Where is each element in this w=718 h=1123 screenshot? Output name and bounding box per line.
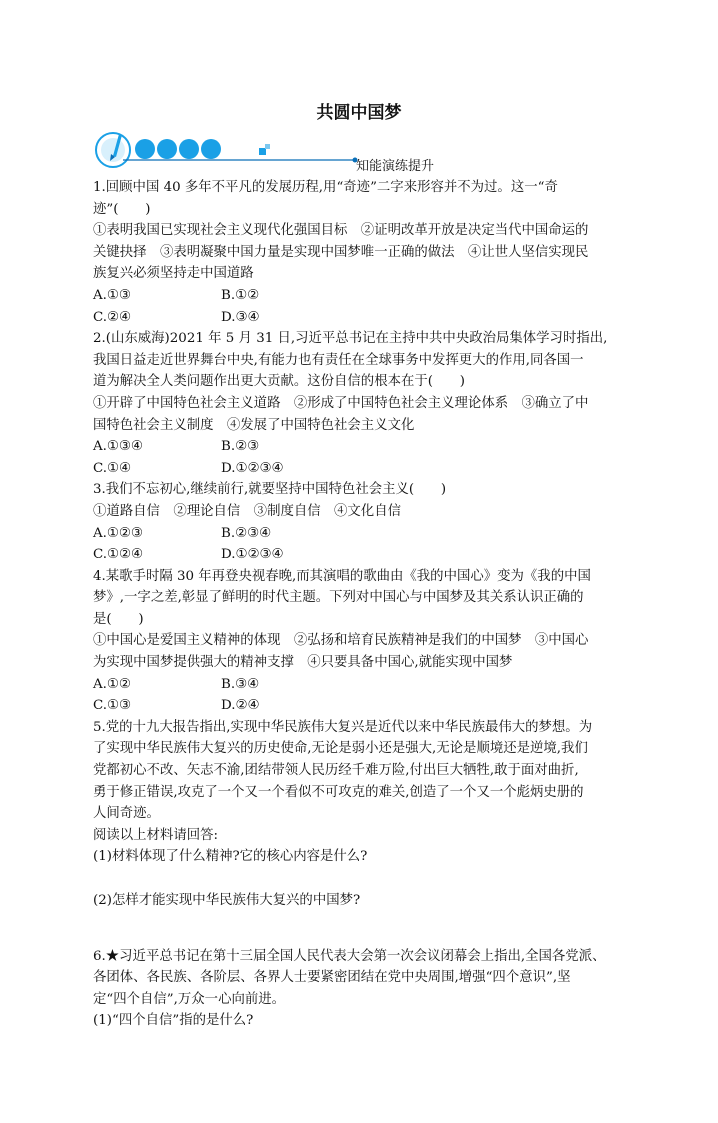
q2-option-b[interactable]: B.②③ [221, 439, 260, 455]
q2-option-c[interactable]: C.①④ [93, 460, 132, 476]
q5-subquestion-1: (1)材料体现了什么精神?它的核心内容是什么? [93, 849, 368, 865]
q4-option-d[interactable]: D.②④ [221, 698, 260, 714]
q4-option-c[interactable]: C.①③ [93, 698, 132, 714]
q4-option-b[interactable]: B.③④ [221, 676, 260, 692]
q2-options-row-1 [93, 436, 633, 458]
q2-stem-line-3: 道为解决全人类问题作出更大贡献。这份自信的根本在于( ) [93, 374, 465, 390]
q6-subquestion-1: (1)“四个自信”指的是什么? [93, 1013, 254, 1029]
banner-dot-4 [201, 139, 221, 159]
q4-stem-line-2: 梦》,一字之差,彰显了鲜明的时代主题。下列对中国心与中国梦及其关系认识正确的 [93, 590, 584, 606]
q1-option-b[interactable]: B.①② [221, 287, 260, 303]
banner-dot-1 [135, 139, 155, 159]
q2-options-row-2 [93, 458, 633, 480]
q3-option-c[interactable]: C.①②④ [93, 547, 144, 563]
q4-statement-line-2: 为实现中国梦提供强大的精神支撑 ④只要具备中国心,就能实现中国梦 [93, 655, 513, 671]
q6-stem-line-1: 6.★习近平总书记在第十三届全国人民代表大会第一次会议闭幕会上指出,全国各党派、 [93, 948, 606, 964]
q3-stem-line-1: 3.我们不忘初心,继续前行,就要坚持中国特色社会主义( ) [93, 482, 447, 498]
q2-stem-line-2: 我国日益走近世界舞台中央,有能力也有责任在全球事务中发挥更大的作用,同各国一 [93, 352, 584, 368]
q1-option-a[interactable]: A.①③ [93, 287, 131, 303]
q1-statement-line-1: ①表明我国已实现社会主义现代化强国目标 ②证明改革开放是决定当代中国命运的 [93, 223, 589, 239]
q2-option-a[interactable]: A.①③④ [93, 439, 143, 455]
q3-options-row-1 [93, 523, 633, 545]
q5-stem-line-2: 了实现中华民族伟大复兴的历史使命,无论是弱小还是强大,无论是顺境还是逆境,我们 [93, 741, 588, 757]
q5-stem-line-1: 5.党的十九大报告指出,实现中华民族伟大复兴是近代以来中华民族最伟大的梦想。为 [93, 719, 593, 735]
q2-statement-line-1: ①开辟了中国特色社会主义道路 ②形成了中国特色社会主义理论体系 ③确立了中 [93, 395, 589, 411]
q1-statement-line-2: 关键抉择 ③表明凝聚中国力量是实现中国梦唯一正确的做法 ④让世人坚信实现民 [93, 244, 589, 260]
q1-option-d[interactable]: D.③④ [221, 309, 260, 325]
q1-option-c[interactable]: C.②④ [93, 309, 132, 325]
q4-options-row-1 [93, 674, 633, 696]
question-3 [93, 479, 633, 565]
question-5 [93, 717, 633, 946]
banner-square-2 [265, 144, 270, 149]
q4-stem-line-1: 4.某歌手时隔 30 年再登央视春晚,而其演唱的歌曲由《我的中国心》变为《我的中国 [93, 568, 591, 584]
page-title: 共圆中国梦 [316, 103, 402, 123]
q3-options-row-2 [93, 544, 633, 566]
q2-option-d[interactable]: D.①②③④ [221, 460, 284, 476]
banner-square-1 [259, 148, 266, 155]
banner-dot-3 [179, 139, 199, 159]
q4-options-row-2 [93, 695, 633, 717]
q5-stem-line-5: 人间奇迹。 [93, 806, 160, 822]
question-6 [93, 946, 633, 1032]
exercise-content [93, 177, 633, 1032]
q1-options-row-1 [93, 285, 633, 307]
q2-statement-line-2: 国特色社会主义制度 ④发展了中国特色社会主义文化 [93, 417, 415, 433]
question-1 [93, 177, 633, 328]
q2-stem-line-1: 2.(山东威海)2021 年 5 月 31 日,习近平总书记在主持中共中央政治局集体学习时指出, [93, 331, 608, 347]
q3-option-b[interactable]: B.②③④ [221, 525, 272, 541]
q1-stem-line-2: 迹”( ) [93, 201, 151, 217]
q3-option-d[interactable]: D.①②③④ [221, 547, 284, 563]
q5-stem-line-4: 勇于修正错误,攻克了一个又一个看似不可攻克的难关,创造了一个又一个彪炳史册的 [93, 784, 584, 800]
q5-stem-line-3: 党都初心不改、矢志不渝,团结带领人民历经千难万险,付出巨大牺牲,敢于面对曲折, [93, 763, 579, 779]
q6-stem-line-3: 定“四个自信”,万众一心向前进。 [93, 991, 286, 1007]
section-label: 知能演练提升 [356, 159, 435, 174]
q6-stem-line-2: 各团体、各民族、各阶层、各界人士要紧密团结在党中央周围,增强“四个意识”,坚 [93, 970, 571, 986]
question-2 [93, 328, 633, 479]
q5-answer-space-1[interactable] [93, 868, 633, 890]
q5-prompt: 阅读以上材料请回答: [93, 827, 219, 843]
q4-statement-line-1: ①中国心是爱国主义精神的体现 ②弘扬和培育民族精神是我们的中国梦 ③中国心 [93, 633, 589, 649]
question-4 [93, 566, 633, 717]
q3-statement-line-1: ①道路自信 ②理论自信 ③制度自信 ④文化自信 [93, 503, 401, 519]
q3-option-a[interactable]: A.①②③ [93, 525, 143, 541]
q5-subquestion-2: (2)怎样才能实现中华民族伟大复兴的中国梦? [93, 893, 361, 908]
section-badge-icon [96, 133, 130, 167]
q4-option-a[interactable]: A.①② [93, 676, 131, 692]
q1-options-row-2 [93, 307, 633, 329]
q1-stem-line-1: 1.回顾中国 40 多年不平凡的发展历程,用“奇迹”二字来形容并不为过。这一“奇 [93, 180, 558, 195]
q1-statement-line-3: 族复兴必须坚持走中国道路 [93, 266, 254, 282]
q5-answer-space-2[interactable] [93, 912, 633, 946]
q4-stem-line-3: 是( ) [93, 611, 144, 627]
banner-dot-2 [157, 139, 177, 159]
